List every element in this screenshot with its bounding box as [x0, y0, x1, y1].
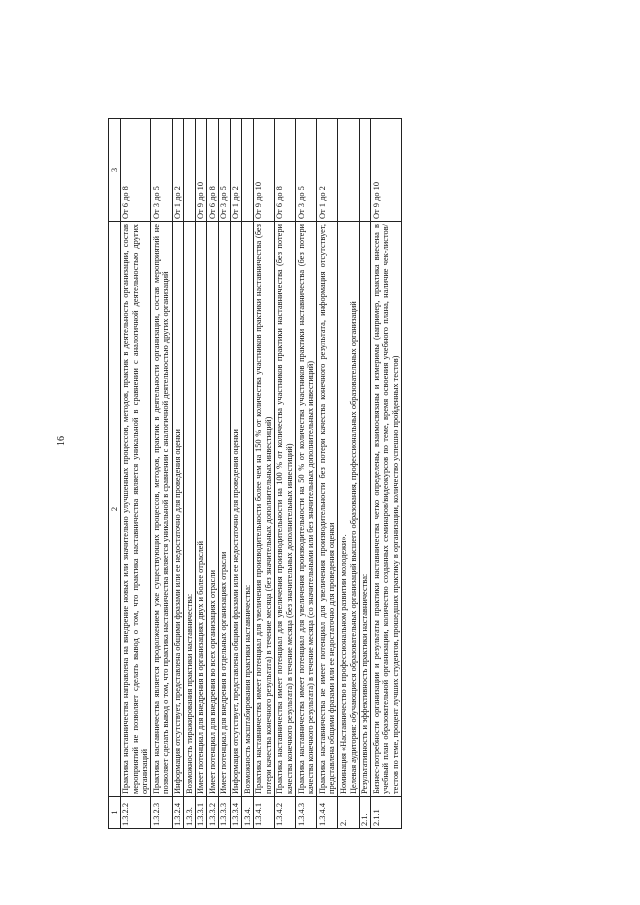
criterion-points: От 1 до 2 — [317, 119, 338, 222]
criterion-text: Возможность масштабирования практики наставничества: — [242, 222, 254, 797]
criterion-number: 1.3.3. — [184, 797, 196, 829]
table-body — [120, 119, 401, 829]
criterion-text: Информация отсутствует, представлена общими фразами или ее недостаточно для проведения оценки — [230, 222, 242, 797]
table-row — [184, 119, 196, 829]
table-row — [218, 119, 230, 829]
criterion-points: От 9 до 10 — [371, 119, 402, 222]
table-row — [296, 119, 317, 829]
rotated-table-container — [108, 119, 538, 829]
criterion-text — [338, 222, 359, 797]
criterion-text: Бизнес-потребности организации и результаты практики наставничества четко определены, взаимосвязаны и измеримы (например, практика внесена в учебный план образовательной организации, количество созданных семинаров/видеокурсов по теме, время освоения учебного плана, наличие чек-листов/тестов по теме, процент лучших студентов, прошедших практику в организации, количество успешно пройденных тестов) — [371, 222, 402, 797]
table-row — [242, 119, 254, 829]
criterion-number: 1.3.4. — [242, 797, 254, 829]
criterion-text: Практика наставничества является продолжением уже существующих процессов, методов, практик в деятельности организации, состав мероприятий не позволяет сделать вывод о том, что практика наставничества является уникальной в сравнении с аналогичной деятельностью других организаций — [151, 222, 172, 797]
criterion-number: 1.3.3.1 — [195, 797, 207, 829]
table-row — [253, 119, 274, 829]
table-row — [120, 119, 151, 829]
criterion-text: Практика наставничества имеет потенциал для увеличения производительности более чем на 150 % от количества участников практики наставничества (без потери качества конечного результата) в течение месяца (без значительных дополнительных инвестиций) — [253, 222, 274, 797]
header-col-2: 2 — [109, 222, 121, 797]
table-row — [359, 119, 371, 829]
criterion-text: Имеет потенциал для внедрения в организациях двух и более отраслей — [195, 222, 207, 797]
table-row — [274, 119, 295, 829]
criterion-points — [338, 119, 359, 222]
criterion-text: Практика наставничества имеет потенциал для увеличения производительности на 50 % от количества участников практики наставничества (без потери качества конечного результата) в течение месяца (со значительными или без значительных дополнительных инвестиций) — [296, 222, 317, 797]
criterion-text-line: Номинация «Наставничество в профессиональном развитии молодежи». — [338, 534, 348, 794]
criterion-points: От 6 до 8 — [207, 119, 219, 222]
criterion-number: 1.3.2.4 — [172, 797, 184, 829]
criterion-number: 2.1. — [359, 797, 371, 829]
table-row — [371, 119, 402, 829]
criterion-points — [184, 119, 196, 222]
table-row — [172, 119, 184, 829]
criterion-number: 1.3.3.3 — [218, 797, 230, 829]
criterion-points: От 6 до 8 — [120, 119, 151, 222]
criteria-table — [108, 118, 402, 829]
criterion-number: 1.3.3.4 — [230, 797, 242, 829]
criterion-points — [242, 119, 254, 222]
criterion-number: 1.3.2.2 — [120, 797, 151, 829]
criterion-points: От 1 до 2 — [230, 119, 242, 222]
criterion-text: Практика наставничества не имеет потенциал для увеличения производительности без потери качества конечного результата, информация отсутствует, представлена общими фразами или ее недостаточно для проведения оценки — [317, 222, 338, 797]
table-row — [230, 119, 242, 829]
table-row — [338, 119, 359, 829]
table-row — [151, 119, 172, 829]
criterion-points: От 3 до 5 — [218, 119, 230, 222]
page-number: 16 — [56, 436, 67, 446]
criterion-points: От 3 до 5 — [296, 119, 317, 222]
criterion-text: Возможность тиражирования практики наставничества: — [184, 222, 196, 797]
criterion-text: Практика наставничества имеет потенциал для увеличения производительности на 100 % от количества участников практики наставничества (без потери качества конечного результата) в течение месяца (без значительных дополнительных инвестиций) — [274, 222, 295, 797]
criterion-points: От 9 до 10 — [195, 119, 207, 222]
criterion-number: 1.3.4.2 — [274, 797, 295, 829]
criterion-text: Имеет потенциал для внедрения во всех организациях отрасли — [207, 222, 219, 797]
criterion-number: 1.3.2.3 — [151, 797, 172, 829]
criterion-number: 1.3.4.3 — [296, 797, 317, 829]
criterion-number: 1.3.4.4 — [317, 797, 338, 829]
table-row — [317, 119, 338, 829]
criterion-points: От 3 до 5 — [151, 119, 172, 222]
criterion-number: 2. — [338, 797, 359, 829]
criterion-number: 2.1.1 — [371, 797, 402, 829]
criterion-points — [359, 119, 371, 222]
table-row — [195, 119, 207, 829]
criterion-text: Практика наставничества направлена на внедрение новых или значительно улучшенных процессов, методов, практик в деятельность организации, состав мероприятий не позволяет сделать вывод о том, что практика наставничества является уникальной в сравнении с аналогичной деятельностью других организаций — [120, 222, 151, 797]
table-row — [207, 119, 219, 829]
criterion-text: Результативность и эффективность практики наставничества: — [359, 222, 371, 797]
criterion-points: От 9 до 10 — [253, 119, 274, 222]
criterion-number: 1.3.3.2 — [207, 797, 219, 829]
criterion-number: 1.3.4.1 — [253, 797, 274, 829]
header-col-3: 3 — [109, 119, 121, 222]
criterion-text-line: Целевая аудитория: обучающиеся образовательных организаций высшего образования, профессиональных образовательных организаций — [348, 301, 358, 794]
criterion-points: От 1 до 2 — [172, 119, 184, 222]
criterion-text: Информация отсутствует, представлена общими фразами или ее недостаточно для проведения оценки — [172, 222, 184, 797]
header-col-1: 1 — [109, 797, 121, 829]
criterion-text: Имеет потенциал для внедрения в отдельных организациях отрасли — [218, 222, 230, 797]
table-header-row — [109, 119, 121, 829]
criterion-points: От 6 до 8 — [274, 119, 295, 222]
